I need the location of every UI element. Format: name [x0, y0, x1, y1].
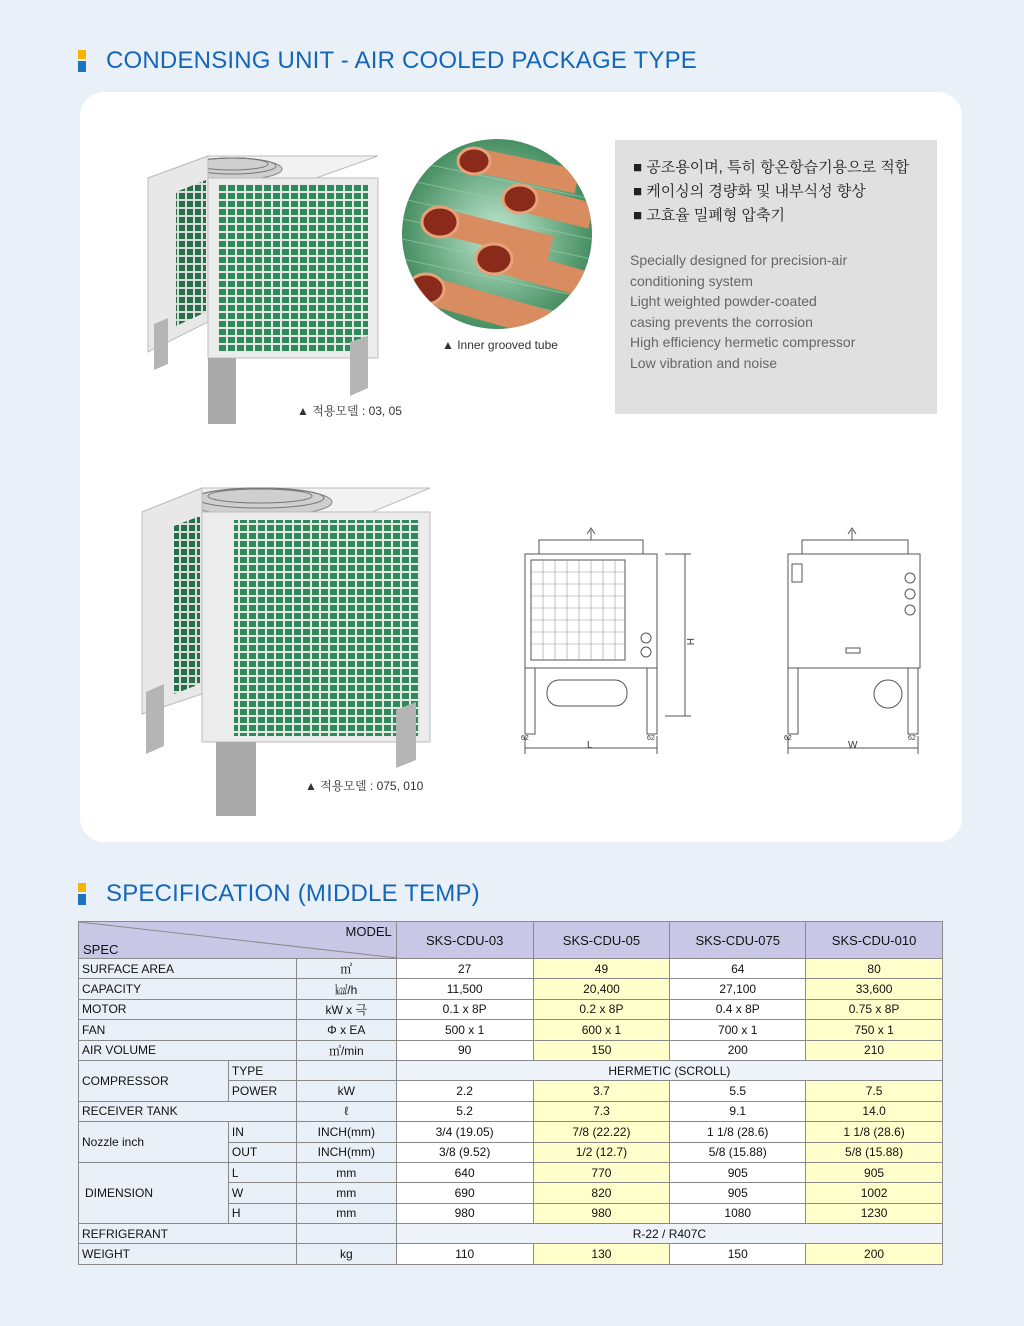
cell-value: 905: [806, 1162, 943, 1182]
cell-value: 90: [396, 1040, 533, 1060]
title-marker-icon: [78, 883, 86, 905]
cell-value-span: R-22 / R407C: [396, 1224, 942, 1244]
cell-value: 980: [396, 1203, 533, 1223]
row-sublabel: H: [228, 1203, 296, 1223]
cell-value: 0.75 x 8P: [806, 999, 943, 1019]
row-sublabel: IN: [228, 1122, 296, 1142]
cell-value: 1/2 (12.7): [533, 1142, 670, 1162]
table-row-nozzle-in: [79, 1122, 943, 1142]
row-label: RECEIVER TANK: [79, 1101, 297, 1121]
row-sublabel: TYPE: [228, 1060, 296, 1080]
row-unit: kW x 극: [296, 999, 396, 1019]
row-unit: ㎡: [296, 959, 396, 979]
cell-value: 110: [396, 1244, 533, 1264]
feature-en-2: conditioning system: [630, 272, 753, 289]
unit-large-caption: ▲ 적용모델 : 075, 010: [305, 779, 424, 793]
cell-value: 3.7: [533, 1081, 670, 1101]
row-unit-empty: [296, 1224, 396, 1244]
row-label: SURFACE AREA: [79, 959, 297, 979]
feature-ko-1: ■ 공조용이며, 특히 항온항습기용으로 적합: [633, 159, 910, 176]
cell-value: 200: [806, 1244, 943, 1264]
cell-value: 5.5: [670, 1081, 806, 1101]
feature-ko-3: ■ 고효율 밀폐형 압축기: [633, 207, 785, 224]
row-label-compressor: COMPRESSOR: [79, 1060, 229, 1101]
cell-value: 7/8 (22.22): [533, 1122, 670, 1142]
cell-value: 7.5: [806, 1081, 943, 1101]
cell-value: 130: [533, 1244, 670, 1264]
cell-value: 700 x 1: [670, 1020, 806, 1040]
row-unit: mm: [296, 1162, 396, 1182]
header-model-label: MODEL: [345, 924, 392, 939]
feature-ko-2: ■ 케이싱의 경량화 및 내부식성 향상: [633, 183, 866, 200]
cell-value: 2.2: [396, 1081, 533, 1101]
cell-value: 5/8 (15.88): [806, 1142, 943, 1162]
cell-value: 11,500: [396, 979, 533, 999]
table-row-fan: [79, 1020, 943, 1040]
side-view-drawing: [780, 520, 925, 760]
cell-value: 750 x 1: [806, 1020, 943, 1040]
row-unit-empty: [296, 1060, 396, 1080]
specification-table: [78, 921, 943, 1265]
side-dim-right: 62: [908, 735, 916, 742]
table-row-air-volume: [79, 1040, 943, 1060]
front-h-label: H: [684, 638, 695, 646]
cell-value: 200: [670, 1040, 806, 1060]
row-unit: INCH(mm): [296, 1122, 396, 1142]
feature-list-english: [630, 250, 930, 374]
cell-value: 80: [806, 959, 943, 979]
cell-value: 980: [533, 1203, 670, 1223]
feature-en-4: casing prevents the corrosion: [630, 313, 813, 330]
cell-value: 150: [533, 1040, 670, 1060]
cell-value-span: HERMETIC (SCROLL): [396, 1060, 942, 1080]
row-label: FAN: [79, 1020, 297, 1040]
cell-value: 27,100: [670, 979, 806, 999]
table-row-compressor-type: [79, 1060, 943, 1080]
cell-value: 1002: [806, 1183, 943, 1203]
cell-value: 33,600: [806, 979, 943, 999]
model-spec-header-cell: [79, 922, 397, 959]
cell-value: 27: [396, 959, 533, 979]
cell-value: 3/4 (19.05): [396, 1122, 533, 1142]
table-row-weight: [79, 1244, 943, 1264]
cell-value: 150: [670, 1244, 806, 1264]
cell-value: 770: [533, 1162, 670, 1182]
front-dim-left: 62: [521, 735, 529, 742]
row-label: CAPACITY: [79, 979, 297, 999]
cell-value: 500 x 1: [396, 1020, 533, 1040]
cell-value: 1 1/8 (28.6): [670, 1122, 806, 1142]
cell-value: 64: [670, 959, 806, 979]
cell-value: 49: [533, 959, 670, 979]
feature-en-6: Low vibration and noise: [630, 354, 778, 371]
feature-list-korean: [633, 156, 909, 228]
table-row-dimension-l: [79, 1162, 943, 1182]
model-header-4: SKS-CDU-010: [806, 922, 943, 959]
cell-value: 0.4 x 8P: [670, 999, 806, 1019]
row-unit: mm: [296, 1183, 396, 1203]
cell-value: 640: [396, 1162, 533, 1182]
row-unit: Φ x EA: [296, 1020, 396, 1040]
cell-value: 5.2: [396, 1101, 533, 1121]
table-row-motor: [79, 999, 943, 1019]
front-l-label: L: [587, 740, 593, 751]
tube-caption: ▲ Inner grooved tube: [442, 338, 558, 352]
cell-value: 0.1 x 8P: [396, 999, 533, 1019]
feature-en-5: High efficiency hermetic compressor: [630, 334, 856, 351]
row-unit: INCH(mm): [296, 1142, 396, 1162]
cell-value: 905: [670, 1162, 806, 1182]
condensing-unit-large-image: [140, 484, 440, 819]
side-dim-left: 62: [784, 735, 792, 742]
cell-value: 7.3: [533, 1101, 670, 1121]
row-unit: kg: [296, 1244, 396, 1264]
row-sublabel: OUT: [228, 1142, 296, 1162]
section-title-condensing-unit: [78, 47, 697, 75]
feature-en-3: Light weighted powder-coated: [630, 293, 817, 310]
cell-value: 1230: [806, 1203, 943, 1223]
front-view-drawing: [515, 520, 695, 760]
section-title-text: CONDENSING UNIT - AIR COOLED PACKAGE TYPE: [106, 47, 697, 74]
feature-en-1: Specially designed for precision-air: [630, 252, 848, 268]
model-header-2: SKS-CDU-05: [533, 922, 670, 959]
row-label: WEIGHT: [79, 1244, 297, 1264]
row-unit: kW: [296, 1081, 396, 1101]
section-title-specification: [78, 880, 480, 908]
row-unit: ㎥/min: [296, 1040, 396, 1060]
row-unit: ℓ: [296, 1101, 396, 1121]
row-sublabel: L: [228, 1162, 296, 1182]
row-label: MOTOR: [79, 999, 297, 1019]
cell-value: 1 1/8 (28.6): [806, 1122, 943, 1142]
model-header-1: SKS-CDU-03: [396, 922, 533, 959]
unit-small-caption: ▲ 적용모델 : 03, 05: [297, 404, 402, 418]
title-marker-icon: [78, 50, 86, 72]
front-dim-right: 62: [647, 735, 655, 742]
cell-value: 3/8 (9.52): [396, 1142, 533, 1162]
cell-value: 210: [806, 1040, 943, 1060]
row-sublabel: POWER: [228, 1081, 296, 1101]
cell-value: 1080: [670, 1203, 806, 1223]
cell-value: 820: [533, 1183, 670, 1203]
cell-value: 690: [396, 1183, 533, 1203]
cell-value: 600 x 1: [533, 1020, 670, 1040]
table-row-refrigerant: [79, 1224, 943, 1244]
row-label: AIR VOLUME: [79, 1040, 297, 1060]
side-w-label: W: [848, 740, 858, 751]
cell-value: 9.1: [670, 1101, 806, 1121]
row-unit: ㎉/h: [296, 979, 396, 999]
row-label: REFRIGERANT: [79, 1224, 297, 1244]
condensing-unit-small-image: [146, 152, 386, 427]
header-spec-label: SPEC: [83, 942, 119, 957]
cell-value: 20,400: [533, 979, 670, 999]
table-row-capacity: [79, 979, 943, 999]
table-row-surface-area: [79, 959, 943, 979]
row-sublabel: W: [228, 1183, 296, 1203]
cell-value: 14.0: [806, 1101, 943, 1121]
row-unit: mm: [296, 1203, 396, 1223]
row-label-nozzle: Nozzle inch: [79, 1122, 229, 1163]
cell-value: 5/8 (15.88): [670, 1142, 806, 1162]
inner-grooved-tube-image: [402, 139, 592, 329]
cell-value: 0.2 x 8P: [533, 999, 670, 1019]
row-label-dimension: DIMENSION: [79, 1162, 229, 1223]
table-row-receiver-tank: [79, 1101, 943, 1121]
section-title-text: SPECIFICATION (MIDDLE TEMP): [106, 880, 480, 907]
cell-value: 905: [670, 1183, 806, 1203]
feature-box: [615, 140, 937, 414]
model-header-3: SKS-CDU-075: [670, 922, 806, 959]
table-header-row: [79, 922, 943, 959]
